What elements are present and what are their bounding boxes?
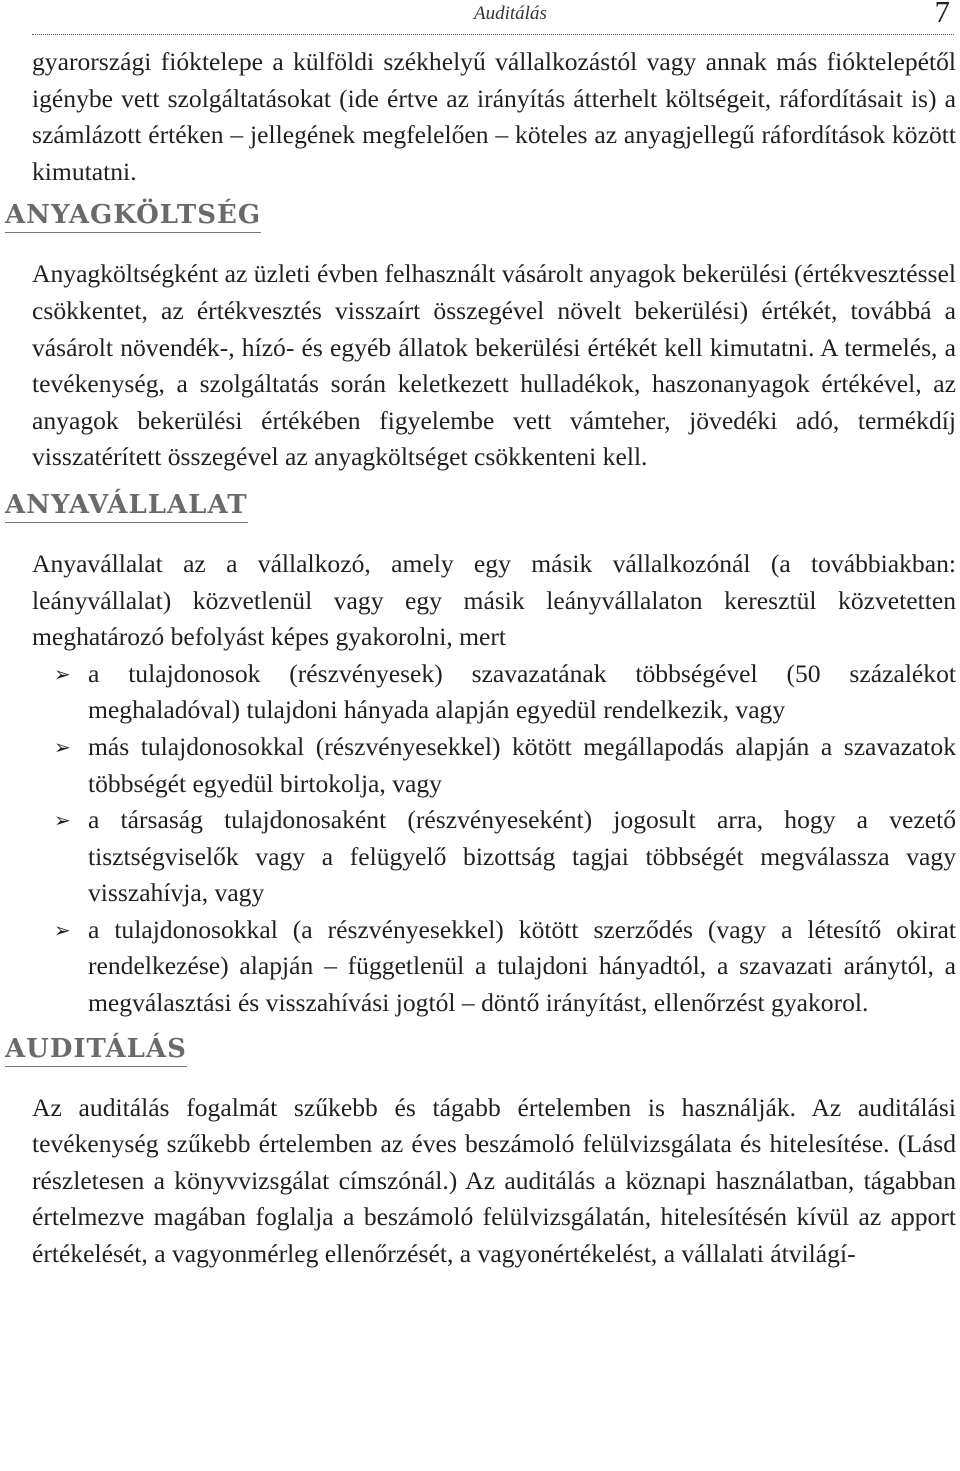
list-item-text: a társaság tulajdonosaként (részvényeseként) jogosult arra, hogy a vezető tisztségviselők vagy a felügyelő bizottság tagjai többségét megválassza vagy visszahívja, vagy [88, 805, 956, 908]
section-body: Az auditálás fogalmát szűkebb és tágabb értelemben is használják. Az auditálási tevékenység szűkebb értelemben az éves beszámoló felülvizsgálata és hitelesítése. (Lásd részletesen a könyvvizsgálat címszónál.) Az auditálás a köznapi használatban, tágabban értelmezve magában foglalja a beszámoló felülvizsgálatán, hitelesítésén kívül az apport értékelését, a vagyonmérleg ellenőrzését, a vagyonértékelést, a vállalati átvilágí- [32, 1092, 956, 1269]
section-body: Anyagköltségként az üzleti évben felhasznált vásárolt anyagok bekerülési (értékvesztéssel csökkentet, az értékvesztés visszaírt összegével növelt bekerülési) értékét, továbbá a vásárolt növendék-, hízó- és egyéb állatok bekerülési értékét kell kimutatni. A termelés, a tevékenység, a szolgáltatás során keletkezett hulladékok, haszonanyagok értékével, az anyagok bekerülési értékében figyelembe vett vámteher, jövedéki adó, termékdíj visszatérített összegével az anyagköltséget csökkenteni kell. [32, 259, 956, 472]
page-number: 7 [934, 0, 950, 29]
section-heading: ANYAVÁLLALAT [5, 490, 248, 523]
section-heading: AUDITÁLÁS [5, 1034, 187, 1067]
section-body: Anyavállalat az a vállalkozó, amely egy másik vállalkozónál (a továbbiakban: leányvállalat) közvetlenül vagy egy másik leányvállalaton keresztül közvetetten meghatározó befolyást képes gyakorolni, mert [32, 548, 956, 652]
list-item-text: a tulajdonosok (részvényesek) szavazatának többségével (50 százalékot meghaladóval) tulajdoni hányada alapján egyedül rendelkezik, vagy [88, 658, 956, 725]
continued-paragraph: gyarországi fióktelepe a külföldi székhelyű vállalkozástól vagy annak más fióktelepétől igénybe vett szolgáltatásokat (ide értve az irányítás átterhelt költségeit, ráfordításait is) a számlázott értéken – jellegének megfelelően – köteles az anyagjellegű ráfordítások között kimutatni. [32, 47, 956, 186]
section-anyagkoltseg [5, 200, 956, 248]
section-auditalas [5, 1033, 956, 1082]
chevron-right-icon: ➢ [54, 808, 71, 833]
list-item [32, 656, 956, 729]
running-title: Auditálás [474, 3, 547, 24]
section-heading: ANYAGKÖLTSÉG [5, 200, 261, 233]
list-item-text: más tulajdonosokkal (részvényesekkel) kötött megállapodás alapján a szavazatok többségét egyedül birtokolja, vagy [88, 731, 956, 798]
list-item [32, 802, 956, 912]
list-item [32, 912, 956, 1022]
section-anyavallalat [5, 489, 956, 538]
running-header [32, 0, 954, 35]
list-item-text: a tulajdonosokkal (a részvényesekkel) kötött szerződés (vagy a létesítő okirat rendelkezése) alapján – függetlenül a tulajdoni hányadtól, a szavazati aránytól, a megválasztási és visszahívási jogtól – döntő irányítást, ellenőrzést gyakorol. [88, 914, 956, 1018]
chevron-right-icon: ➢ [54, 661, 71, 686]
bullet-list [32, 656, 956, 1022]
chevron-right-icon: ➢ [54, 734, 71, 759]
chevron-right-icon: ➢ [54, 917, 71, 942]
page-content [5, 44, 956, 1273]
list-item [32, 729, 956, 802]
